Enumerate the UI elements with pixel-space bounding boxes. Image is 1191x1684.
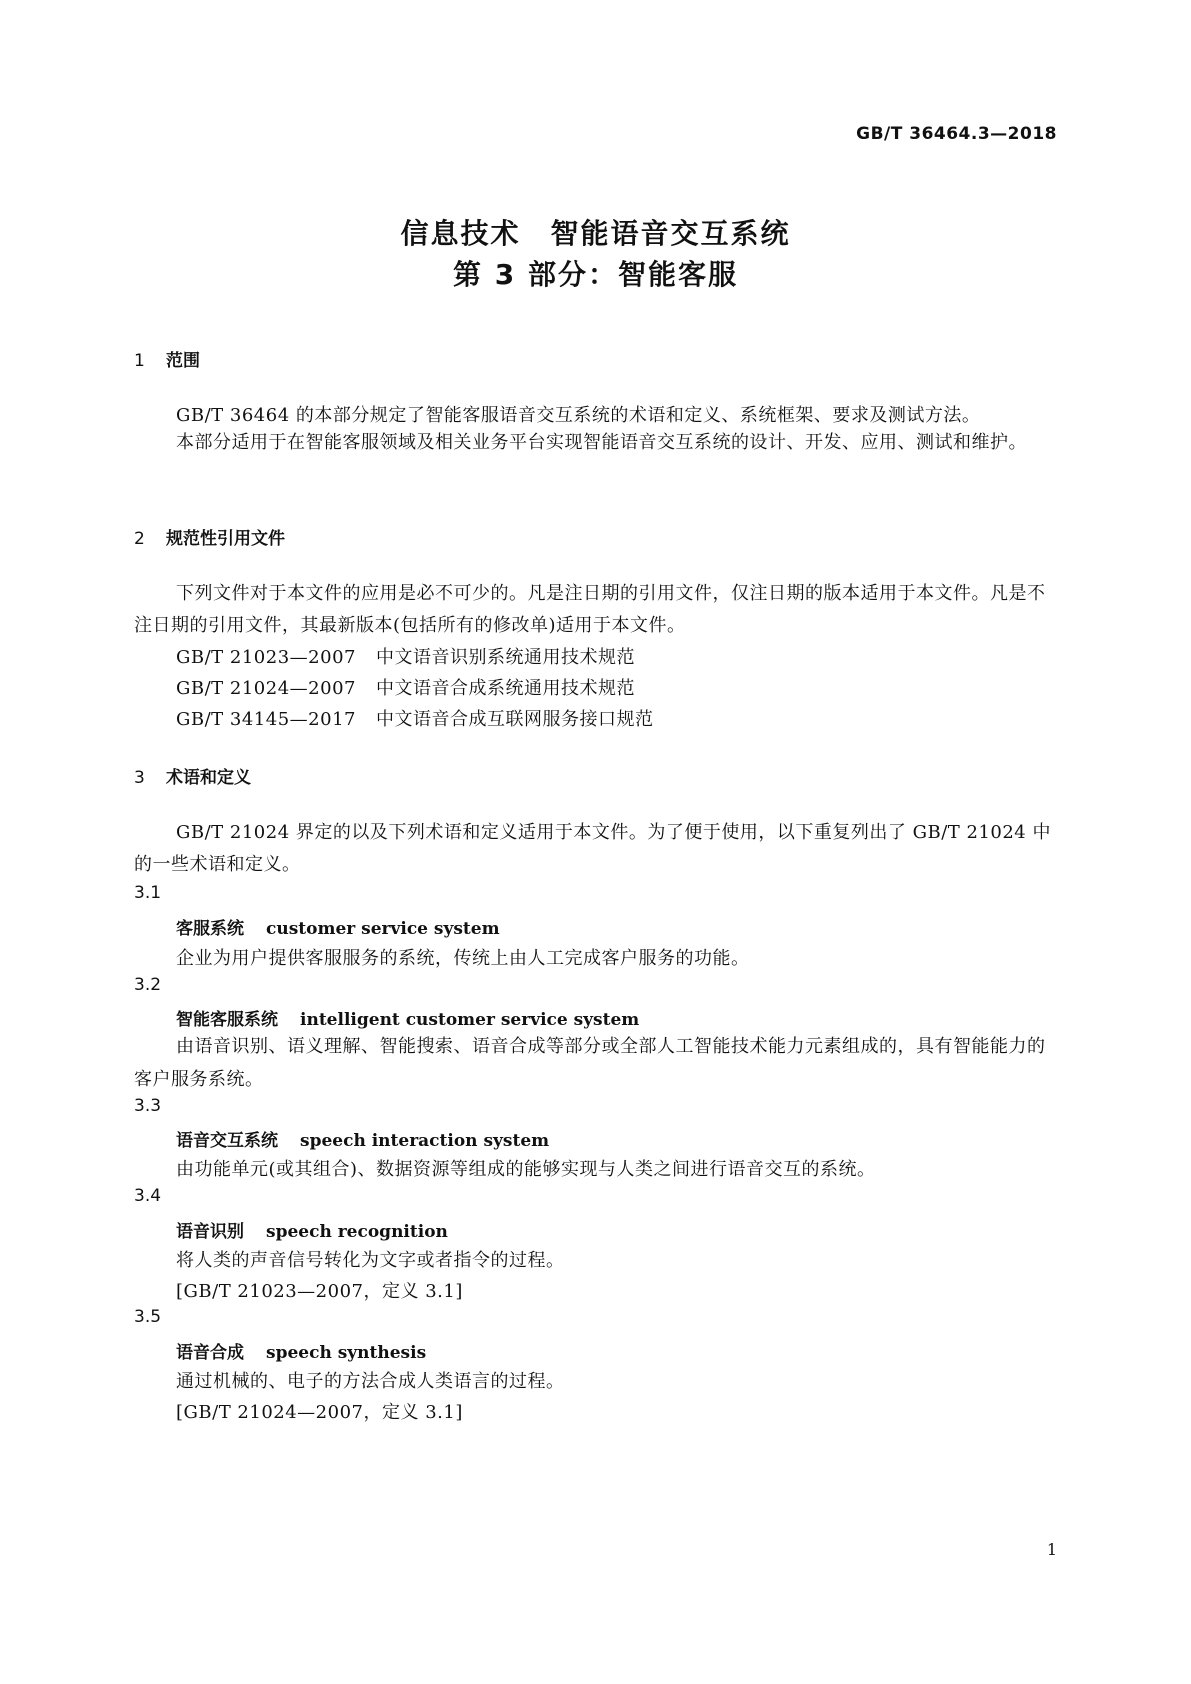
- term-heading: [176, 1126, 549, 1151]
- terms-intro-paragraph: GB/T 21024 界定的以及下列术语和定义适用于本文件。为了便于使用，以下重复列出了 GB/T 21024 中的一些术语和定义。: [134, 822, 1051, 875]
- term-chinese: 语音交互系统: [176, 1131, 278, 1151]
- document-title: 信息技术 智能语音交互系统: [400, 217, 791, 250]
- term-english: customer service system: [266, 919, 500, 939]
- section-number: 2: [134, 529, 145, 549]
- reference-title: 中文语音识别系统通用技术规范: [376, 647, 635, 668]
- term-definition: 通过机械的、电子的方法合成人类语言的过程。: [176, 1371, 565, 1392]
- term-chinese: 语音合成: [176, 1343, 244, 1363]
- page-number: 1: [1046, 1540, 1057, 1559]
- term-source: [GB/T 21023—2007，定义 3.1]: [176, 1281, 463, 1302]
- document-subtitle: 第 3 部分：智能客服: [453, 258, 738, 291]
- term-heading: [176, 914, 500, 939]
- reference-code: GB/T 21024—2007: [176, 678, 356, 699]
- section-title: 术语和定义: [166, 768, 251, 788]
- section-2-heading: [134, 524, 285, 549]
- normative-references-paragraph: 下列文件对于本文件的应用是必不可少的。凡是注日期的引用文件，仅注日期的版本适用于本文件。凡是不注日期的引用文件，其最新版本(包括所有的修改单)适用于本文件。: [134, 583, 1046, 636]
- reference-title: 中文语音合成互联网服务接口规范: [376, 709, 654, 730]
- term-definition: 企业为用户提供客服服务的系统，传统上由人工完成客户服务的功能。: [176, 948, 750, 969]
- term-chinese: 客服系统: [176, 919, 244, 939]
- term-heading: [176, 1338, 426, 1363]
- term-chinese: 智能客服系统: [176, 1010, 278, 1030]
- section-1-heading: [134, 346, 200, 371]
- term-heading: [176, 1217, 448, 1242]
- term-number: 3.5: [134, 1307, 162, 1327]
- section-3-heading: [134, 763, 251, 788]
- section-title: 规范性引用文件: [166, 529, 285, 549]
- term-number: 3.1: [134, 883, 162, 903]
- section-title: 范围: [166, 351, 200, 371]
- section-number: 3: [134, 768, 145, 788]
- term-english: intelligent customer service system: [300, 1010, 640, 1030]
- term-english: speech recognition: [266, 1222, 448, 1242]
- scope-paragraph-1: GB/T 36464 的本部分规定了智能客服语音交互系统的术语和定义、系统框架、要求及测试方法。: [176, 405, 981, 426]
- term-definition: 将人类的声音信号转化为文字或者指令的过程。: [176, 1250, 565, 1271]
- reference-code: GB/T 34145—2017: [176, 709, 356, 730]
- reference-item: [176, 705, 654, 731]
- scope-paragraph-2: 本部分适用于在智能客服领域及相关业务平台实现智能语音交互系统的设计、开发、应用、测试和维护。: [176, 432, 1027, 453]
- term-heading: [176, 1005, 639, 1030]
- reference-item: [176, 674, 635, 700]
- term-english: speech interaction system: [300, 1131, 550, 1151]
- term-number: 3.3: [134, 1096, 162, 1116]
- term-source: [GB/T 21024—2007，定义 3.1]: [176, 1402, 463, 1423]
- reference-code: GB/T 21023—2007: [176, 647, 356, 668]
- section-number: 1: [134, 351, 145, 371]
- term-number: 3.4: [134, 1186, 162, 1206]
- reference-item: [176, 643, 635, 669]
- term-definition: 由功能单元(或其组合)、数据资源等组成的能够实现与人类之间进行语音交互的系统。: [176, 1159, 876, 1180]
- term-definition: 由语音识别、语义理解、智能搜索、语音合成等部分或全部人工智能技术能力元素组成的，具有智能能力的客户服务系统。: [134, 1036, 1046, 1090]
- standard-number: GB/T 36464.3—2018: [856, 124, 1057, 144]
- term-number: 3.2: [134, 975, 162, 995]
- reference-title: 中文语音合成系统通用技术规范: [376, 678, 635, 699]
- term-chinese: 语音识别: [176, 1222, 244, 1242]
- term-english: speech synthesis: [266, 1343, 427, 1363]
